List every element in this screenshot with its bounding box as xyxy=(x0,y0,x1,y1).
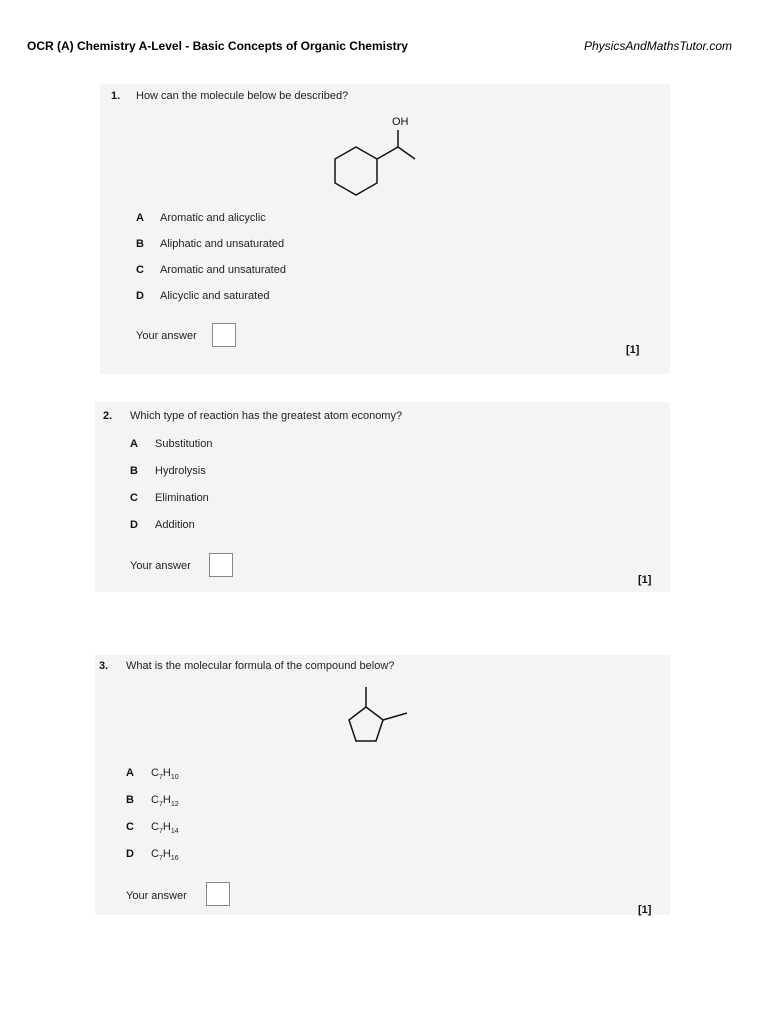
formula-subscript: 7 xyxy=(158,801,163,808)
formula-carbon: C xyxy=(151,794,159,806)
option-letter: B xyxy=(136,238,144,250)
option-letter: D xyxy=(126,848,134,860)
document-title: OCR (A) Chemistry A-Level - Basic Concepts of Organic Chemistry xyxy=(27,39,408,53)
formula-hydrogen: H xyxy=(162,821,171,833)
question-text: Which type of reaction has the greatest atom economy? xyxy=(130,410,403,422)
site-name: PhysicsAndMathsTutor.com xyxy=(584,39,733,53)
hydroxyl-label: OH xyxy=(392,116,409,128)
formula-carbon: C xyxy=(151,848,159,860)
option-text[interactable]: Aromatic and unsaturated xyxy=(160,264,286,276)
answer-box[interactable] xyxy=(206,882,230,906)
formula-subscript: 12 xyxy=(170,801,179,808)
formula-hydrogen: H xyxy=(162,848,171,860)
option-formula[interactable] xyxy=(151,794,179,808)
formula-hydrogen: H xyxy=(162,767,171,779)
answer-label: Your answer xyxy=(126,890,187,902)
formula-subscript: 14 xyxy=(170,828,179,835)
question-text: What is the molecular formula of the compound below? xyxy=(126,660,395,672)
option-formula[interactable] xyxy=(151,848,179,862)
option-formula[interactable] xyxy=(151,821,179,835)
option-text[interactable]: Aromatic and alicyclic xyxy=(160,212,266,224)
option-letter: C xyxy=(136,264,144,276)
answer-box[interactable] xyxy=(212,323,236,347)
option-letter: A xyxy=(130,438,138,450)
option-letter: C xyxy=(126,821,134,833)
option-letter: D xyxy=(136,290,144,302)
marks-label: [1] xyxy=(626,344,640,356)
formula-hydrogen: H xyxy=(162,794,171,806)
question-text: How can the molecule below be described? xyxy=(136,90,349,102)
option-letter: D xyxy=(130,519,138,531)
option-text[interactable]: Elimination xyxy=(155,492,209,504)
question-number: 1. xyxy=(111,90,121,102)
question-number: 3. xyxy=(99,660,109,672)
option-text[interactable]: Hydrolysis xyxy=(155,465,206,477)
formula-subscript: 16 xyxy=(170,855,179,862)
marks-label: [1] xyxy=(638,904,652,916)
dimethylcyclopentane-structure xyxy=(330,683,420,751)
option-text[interactable]: Substitution xyxy=(155,438,213,450)
formula-subscript: 7 xyxy=(158,828,163,835)
formula-subscript: 7 xyxy=(158,855,163,862)
formula-subscript: 7 xyxy=(158,774,163,781)
answer-label: Your answer xyxy=(136,330,197,342)
option-letter: A xyxy=(136,212,144,224)
option-letter: C xyxy=(130,492,138,504)
cyclohexyl-ethanol-structure xyxy=(325,125,425,197)
formula-subscript: 10 xyxy=(170,774,179,781)
question-number: 2. xyxy=(103,410,113,422)
option-letter: B xyxy=(130,465,138,477)
option-letter: B xyxy=(126,794,134,806)
marks-label: [1] xyxy=(638,574,652,586)
option-text[interactable]: Addition xyxy=(155,519,195,531)
answer-box[interactable] xyxy=(209,553,233,577)
answer-label: Your answer xyxy=(130,560,191,572)
option-text[interactable]: Aliphatic and unsaturated xyxy=(160,238,285,250)
option-letter: A xyxy=(126,767,134,779)
formula-carbon: C xyxy=(151,767,159,779)
option-formula[interactable] xyxy=(151,767,179,781)
formula-carbon: C xyxy=(151,821,159,833)
option-text[interactable]: Alicyclic and saturated xyxy=(160,290,270,302)
